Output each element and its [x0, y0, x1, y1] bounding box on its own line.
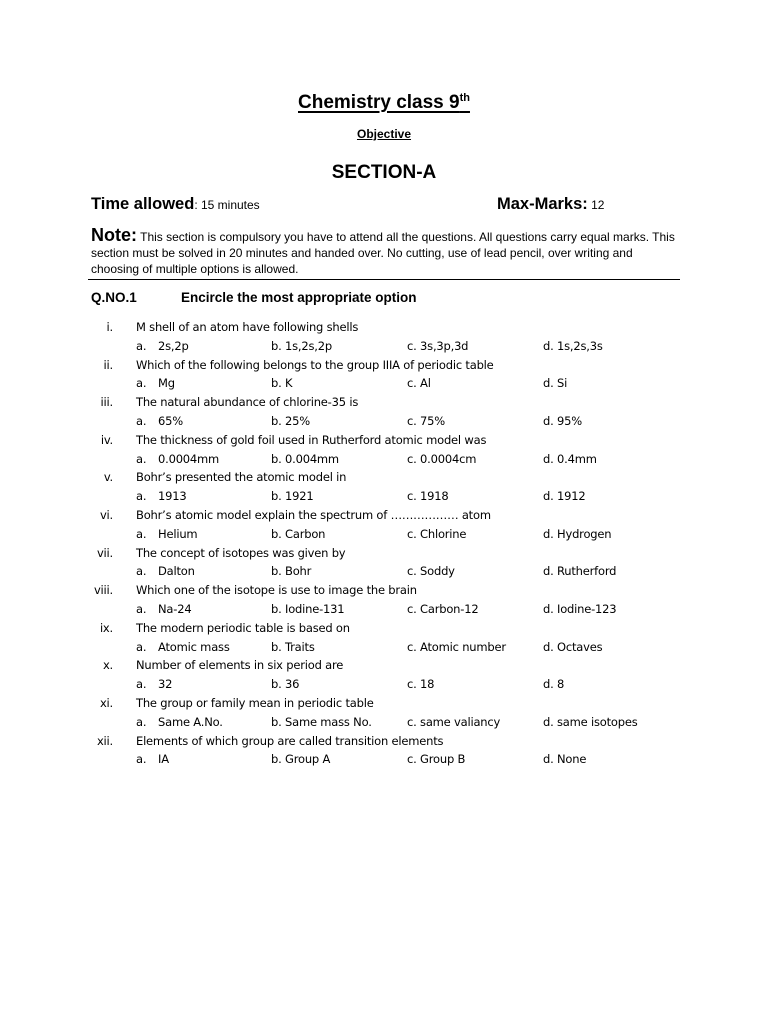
question-roman-numeral: i.	[106, 320, 113, 334]
question-roman-numeral: iii.	[100, 395, 113, 410]
question-number: Q.NO.1	[91, 290, 137, 305]
question-roman-numeral: x.	[102, 658, 113, 673]
note	[91, 227, 681, 277]
title-text: Chemistry class 9	[298, 92, 460, 113]
option-c: c. Al	[407, 376, 431, 391]
question-text: The modern periodic table is based on	[136, 620, 350, 635]
question-stem	[0, 581, 768, 600]
question-stem	[0, 732, 768, 751]
time-label: Time allowed	[91, 195, 195, 213]
question-stem	[0, 468, 768, 487]
time-allowed	[91, 195, 260, 214]
option-b: b. 0.004mm	[271, 451, 339, 466]
options-row	[0, 750, 768, 769]
question-text: Elements of which group are called transition elements	[136, 733, 444, 748]
option-b: b. 1921	[271, 489, 314, 504]
option-d: d. 1s,2s,3s	[543, 338, 603, 353]
question-stem	[0, 619, 768, 638]
option-b: b. Traits	[271, 639, 315, 654]
option-c: c. 75%	[407, 413, 445, 428]
option-b: b. 1s,2s,2p	[271, 338, 332, 353]
option-d: d. Iodine-123	[543, 601, 617, 616]
options-row	[0, 412, 768, 431]
question-stem	[0, 393, 768, 412]
option-a: 0.0004mm	[158, 451, 220, 466]
question-stem	[0, 431, 768, 450]
question-stem	[0, 694, 768, 713]
options-row	[0, 374, 768, 393]
option-c: c. Carbon-12	[407, 601, 479, 616]
question-text: Bohr’s presented the atomic model in	[136, 470, 347, 485]
time-value: : 15 minutes	[194, 198, 260, 212]
option-a-label: a.	[136, 338, 147, 353]
options-row	[0, 450, 768, 469]
options-row	[0, 487, 768, 506]
option-b: b. Bohr	[271, 564, 312, 579]
question-list	[0, 318, 768, 769]
option-c: c. same valiancy	[407, 714, 501, 729]
option-c: c. 0.0004cm	[407, 451, 477, 466]
title-superscript: th	[459, 92, 470, 104]
question-stem	[0, 656, 768, 675]
note-label: Note:	[91, 225, 137, 245]
option-d: d. Si	[543, 376, 568, 391]
option-a: Dalton	[158, 564, 195, 579]
option-a: 1913	[158, 489, 187, 504]
options-row	[0, 638, 768, 657]
question-roman-numeral: xi.	[99, 695, 113, 710]
option-b: b. 25%	[271, 413, 310, 428]
max-marks	[497, 195, 604, 214]
option-a: Atomic mass	[158, 639, 230, 654]
subtitle: Objective	[356, 127, 412, 141]
options-row	[0, 713, 768, 732]
option-a: 32	[158, 677, 173, 692]
question-roman-numeral: ii.	[103, 357, 113, 372]
question-text: Which of the following belongs to the group IIIA of periodic table	[136, 357, 494, 372]
option-d: d. 1912	[543, 489, 586, 504]
note-text: This section is compulsory you have to attend all the questions. All questions carry equal marks. This section must be solved in 20 minutes and handed over. No cutting, use of lead pencil, over writing and choosing of multiple options is allowed.	[91, 230, 675, 276]
question-text: The concept of isotopes was given by	[136, 545, 346, 560]
question-roman-numeral: v.	[103, 470, 113, 485]
option-d: d. 0.4mm	[543, 451, 597, 466]
marks-value: 12	[587, 198, 605, 212]
option-c: c. Atomic number	[407, 639, 506, 654]
question-roman-numeral: iv.	[100, 432, 113, 447]
question-stem	[0, 506, 768, 525]
question-text: The thickness of gold foil used in Rutherford atomic model was	[136, 432, 487, 447]
question-text: Number of elements in six period are	[136, 658, 344, 673]
question-text: Which one of the isotope is use to image the brain	[136, 583, 417, 598]
question-text: Bohr’s atomic model explain the spectrum of ……………… atom	[136, 507, 491, 522]
options-row	[0, 600, 768, 619]
option-a: Na-24	[158, 601, 192, 616]
option-c: c. Soddy	[407, 564, 455, 579]
option-d: d. 95%	[543, 413, 582, 428]
options-row	[0, 562, 768, 581]
option-d: d. Hydrogen	[543, 526, 612, 541]
question-text: The group or family mean in periodic table	[136, 695, 374, 710]
option-a-label: a.	[136, 752, 147, 767]
question-text: The natural abundance of chlorine-35 is	[136, 395, 359, 410]
option-a: Same A.No.	[158, 714, 223, 729]
option-b: b. Same mass No.	[271, 714, 372, 729]
option-d: d. Rutherford	[543, 564, 617, 579]
question-roman-numeral: xii.	[96, 733, 113, 748]
page-title	[0, 92, 768, 114]
question-roman-numeral: vi.	[99, 507, 113, 522]
option-d: d. same isotopes	[543, 714, 638, 729]
option-b: b. Iodine-131	[271, 601, 345, 616]
option-c: c. 3s,3p,3d	[407, 338, 469, 353]
option-b: b. K	[271, 376, 293, 391]
option-b: b. Group A	[271, 752, 331, 767]
question-stem	[0, 356, 768, 375]
option-c: c. 18	[407, 677, 435, 692]
divider	[88, 279, 680, 280]
option-b: b. Carbon	[271, 526, 326, 541]
option-a: 2s,2p	[158, 338, 189, 353]
option-a-label: a.	[136, 413, 147, 428]
option-b: b. 36	[271, 677, 300, 692]
option-a: 65%	[158, 413, 183, 428]
option-a-label: a.	[136, 376, 147, 391]
options-row	[0, 675, 768, 694]
option-c: c. Group B	[407, 752, 466, 767]
question-roman-numeral: ix.	[99, 620, 113, 635]
option-a: Helium	[158, 526, 198, 541]
option-d: d. Octaves	[543, 639, 603, 654]
question-roman-numeral: vii.	[96, 545, 113, 560]
question-text: M shell of an atom have following shells	[136, 320, 359, 334]
option-a-label: a.	[136, 677, 147, 692]
option-a-label: a.	[136, 489, 147, 504]
marks-label: Max-Marks:	[497, 195, 588, 213]
question-roman-numeral: viii.	[93, 583, 113, 598]
section-heading: SECTION-A	[331, 162, 437, 183]
options-row	[0, 337, 768, 356]
option-c: c. 1918	[407, 489, 449, 504]
option-a-label: a.	[136, 714, 147, 729]
option-d: d. 8	[543, 677, 565, 692]
option-a-label: a.	[136, 564, 147, 579]
option-a: IA	[158, 752, 169, 767]
option-a-label: a.	[136, 526, 147, 541]
question-stem	[0, 544, 768, 563]
option-a-label: a.	[136, 639, 147, 654]
options-row	[0, 525, 768, 544]
question-heading: Encircle the most appropriate option	[181, 290, 417, 305]
option-a-label: a.	[136, 451, 147, 466]
option-a-label: a.	[136, 601, 147, 616]
option-c: c. Chlorine	[407, 526, 467, 541]
option-d: d. None	[543, 752, 587, 767]
question-stem	[0, 318, 768, 337]
option-a: Mg	[158, 376, 175, 391]
